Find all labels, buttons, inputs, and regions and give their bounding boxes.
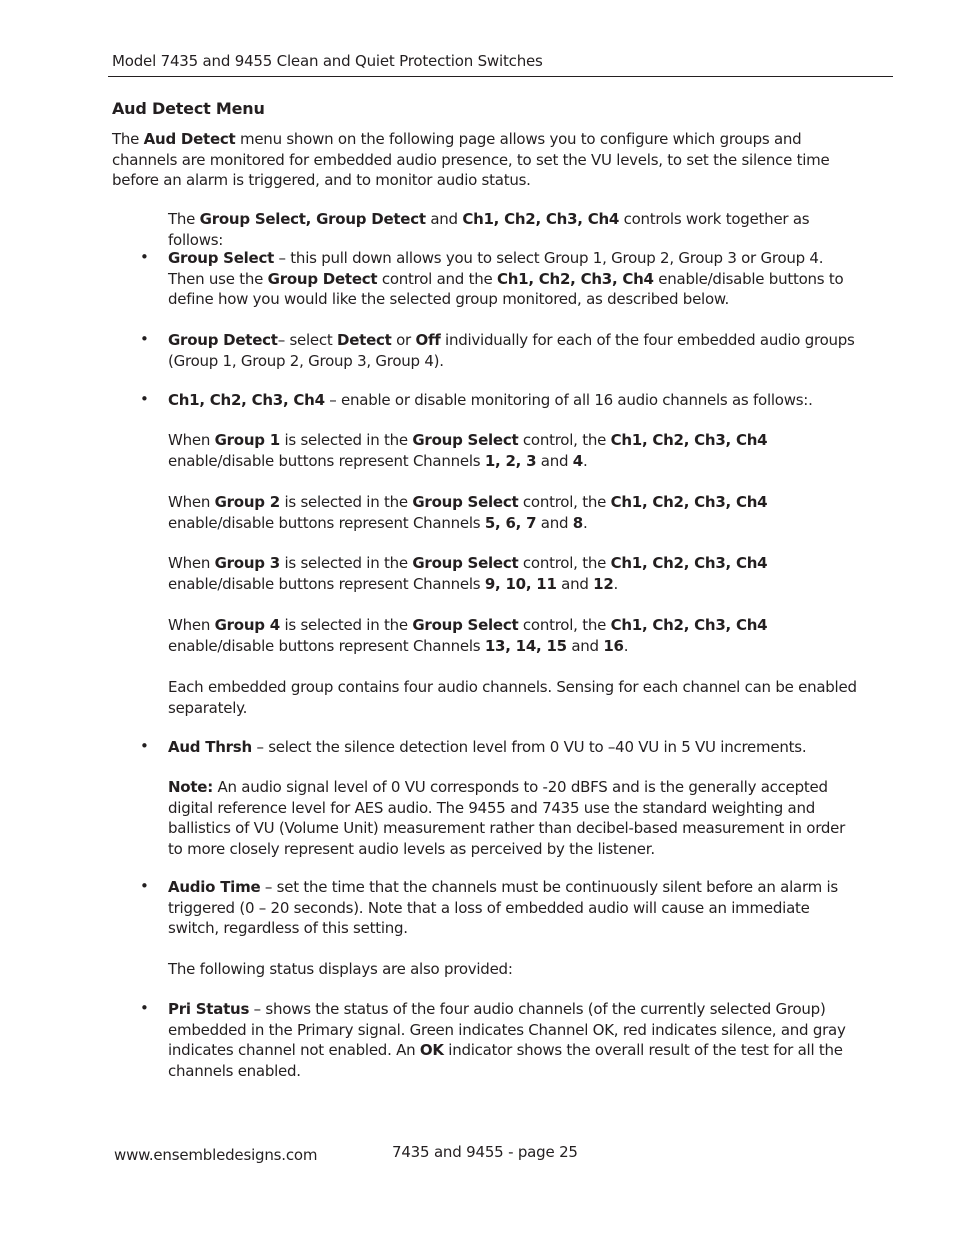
pri-status-item: Pri Status – shows the status of the four audio channels (of the currently selected Group) embedded in the Primary signal. Green indicates Channel OK, red indicates silence, and gray indicates channel not enabled. An OK indicator shows the overall result of the test for all the channels enabled. bbox=[168, 1000, 846, 1080]
bullet: • bbox=[140, 248, 149, 266]
group-select-item: Group Select – this pull down allows you to select Group 1, Group 2, Group 3 or Group 4. Then use the Group Detect control and the Ch1, Ch2, Ch3, Ch4 enable/disable buttons to define how you would like the selected group monitored, as described below. bbox=[168, 249, 844, 309]
bullet: • bbox=[140, 877, 149, 895]
footer-website-link[interactable]: www.ensembledesigns.com bbox=[114, 1146, 318, 1164]
group-note-paragraph: Each embedded group contains four audio channels. Sensing for each channel can be enabled separately. bbox=[168, 678, 857, 717]
header-rule bbox=[108, 76, 893, 77]
controls-intro: The Group Select, Group Detect and Ch1, Ch2, Ch3, Ch4 controls work together as follows: bbox=[168, 210, 810, 249]
footer-page-number: 7435 and 9455 - page 25 bbox=[392, 1143, 578, 1161]
group-detect-item: Group Detect– select Detect or Off individually for each of the four embedded audio groups (Group 1, Group 2, Group 3, Group 4). bbox=[168, 331, 855, 370]
group-1-paragraph: When Group 1 is selected in the Group Select control, the Ch1, Ch2, Ch3, Ch4 enable/disable buttons represent Channels 1, 2, 3 and 4. bbox=[168, 431, 768, 470]
note-paragraph: Note: An audio signal level of 0 VU corresponds to -20 dBFS and is the generally accepted digital reference level for AES audio. The 9455 and 7435 use the standard weighting and ballistics of VU (Volume Unit) measurement rather than decibel-based measurement in order to more closely represent audio levels as perceived by the listener. bbox=[168, 778, 846, 858]
audio-time-item: Audio Time – set the time that the channels must be continuously silent before an alarm is triggered (0 – 20 seconds). Note that a loss of embedded audio will cause an immediate switch, regardless of this setting. bbox=[168, 878, 838, 938]
bullet: • bbox=[140, 999, 149, 1017]
intro-paragraph: The Aud Detect menu shown on the following page allows you to configure which groups and channels are monitored for embedded audio presence, to set the VU levels, to set the silence time before an alarm is triggered, and to monitor audio status. bbox=[112, 130, 830, 190]
aud-thrsh-item: Aud Thrsh – select the silence detection level from 0 VU to –40 VU in 5 VU increments. bbox=[168, 738, 807, 756]
page-header: Model 7435 and 9455 Clean and Quiet Protection Switches bbox=[112, 52, 543, 70]
section-title: Aud Detect Menu bbox=[112, 99, 265, 118]
group-2-paragraph: When Group 2 is selected in the Group Select control, the Ch1, Ch2, Ch3, Ch4 enable/disable buttons represent Channels 5, 6, 7 and 8. bbox=[168, 493, 768, 532]
status-intro-paragraph: The following status displays are also provided: bbox=[168, 960, 513, 978]
bullet: • bbox=[140, 390, 149, 408]
channels-item: Ch1, Ch2, Ch3, Ch4 – enable or disable monitoring of all 16 audio channels as follows:. bbox=[168, 391, 813, 409]
bullet: • bbox=[140, 737, 149, 755]
group-4-paragraph: When Group 4 is selected in the Group Select control, the Ch1, Ch2, Ch3, Ch4 enable/disable buttons represent Channels 13, 14, 15 and 16. bbox=[168, 616, 768, 655]
group-3-paragraph: When Group 3 is selected in the Group Select control, the Ch1, Ch2, Ch3, Ch4 enable/disable buttons represent Channels 9, 10, 11 and 12. bbox=[168, 554, 768, 593]
bullet: • bbox=[140, 330, 149, 348]
